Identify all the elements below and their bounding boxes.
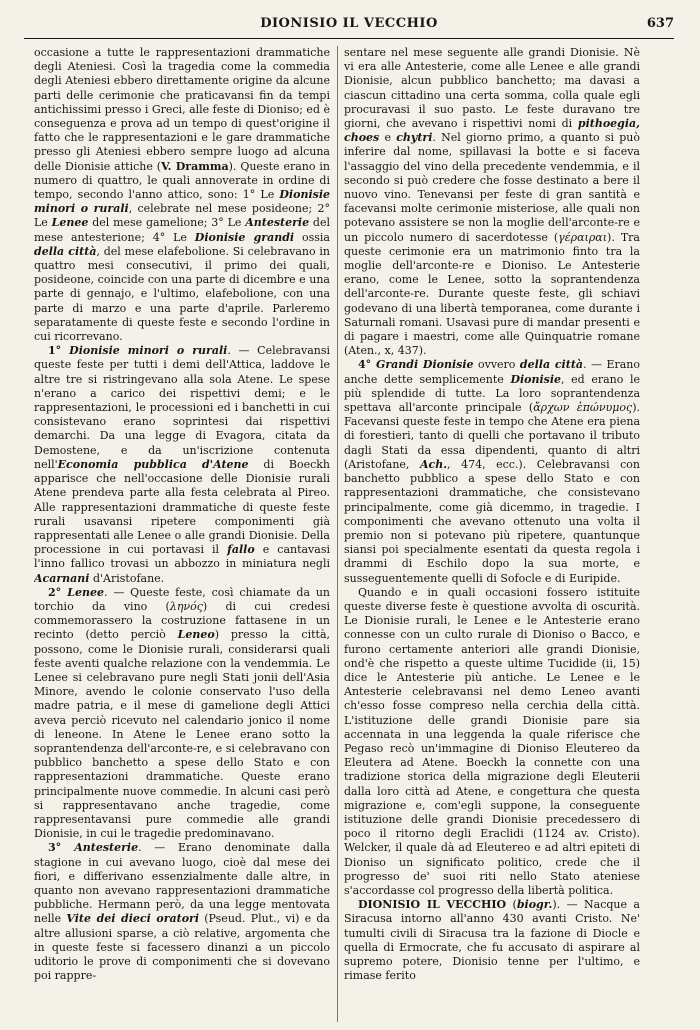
term-dionisie: Dionisie <box>510 372 562 386</box>
greek-term: ληνός <box>169 599 203 613</box>
text-run: ) presso la città, possono, come le Dionisie rurali, considerarsi quali feste aventi qualche relazione con la vendemmia. Le Lenee si celebravano pure negli Stati jonii dell'Asia Minore, avendo le colonie conservato l'uso della madre patria, e il mese di gamelione degli Attici aveva perciò ricevuto nel calendario jonico il nome di leneone. In Atene le Lenee erano sotto la soprantendenza dell'arconte-re, e si celebravano con pubblico banchetto a spese dello Stato e con rappresentazioni drammatiche. Queste erano principalmente nuove commedie. In alcuni casi però si rappresentavano anche tragedie, come rappresentavansi pure commedie alle grandi Dionisie, in cui le tragedie predominavano. <box>34 628 330 841</box>
text-run: ). Tra queste cerimonie era un matrimonio finto tra la moglie dell'arconte-re e Dioniso. Le Antesterie erano, come le Lenee, sotto la soprantendenza dell'arconte-re. Durante queste feste, gli schiavi godevano di una libertà temporanea, come durante i Saturnali romani. Usavasi pure di mandar presenti e di pagare i maestri, come alle Quinquatrie romane (Aten., x, 437). <box>344 230 640 358</box>
text-run: , 474, ecc.). Celebravansi con banchetto pubblico a spese dello Stato e con rappresentazioni drammatiche, che consistevano principalmente, come già dicemmo, in tragedie. I componimenti che avevano ottenuto una volta il premio non si potevano più ripetere, quantunque siansi poi specialmente esentati da questa regola i drammi di Eschilo dopo la sua morte, e susseguentemente quelli di Sofocle e di Euripide. <box>344 457 640 585</box>
text-run: . — Queste feste, così chiamate da un torchio da vino ( <box>34 585 330 613</box>
term-antesterie: Antesterie <box>245 216 310 230</box>
text-run: . — Erano denominate dalla stagione in cui avevano luogo, cioè dal mese dei fiori, e differivano essenzialmente dalle altre, in quanto non avevano rappresentazioni drammatiche pubbliche. Hermann però, da una legge mentovata nelle <box>34 841 330 926</box>
text-run: del mese gamelione; 3° Le <box>88 216 246 230</box>
text-run: del mese antesterione; 4° Le <box>34 216 330 244</box>
term-della-citta: della città <box>519 358 584 372</box>
text-run: . Nel giorno primo, a quanto si può inferire dal nome, spillavasi la botte e si faceva l'assaggio del vino della precedente vendemmia, e il secondo si può credere che fosse destinato a bere il nuovo vino. Tenevansi per feste di gran santità e facevansi molte cerimonie misteriose, alle quali non potevano assistere se non la moglie dell'arconte-re e un piccolo numero di sacerdotesse ( <box>344 131 640 244</box>
citation: Ach. <box>419 457 448 471</box>
text-run: e cantavasi l'inno fallico trovasi un abbozzo in miniatura negli <box>34 543 330 571</box>
text-run: occasione a tutte le rappresentazioni drammatiche degli Ateniesi. Così la tragedia come la commedia degli Ateniesi ebbero direttamente origine da alcune parti delle cerimonie che praticavansi fin da tempi antichissimi presso i Greci, alle feste di Dioniso; ed è conseguenza e prova ad un tempo di quest'origine il fatto che le rappresentazioni e le gare drammatiche presso gli Ateniesi ebbero sempre luogo ad alcuna delle Dionisie attiche ( <box>34 46 330 173</box>
paragraph-origins: Quando e in quali occasioni fossero istituite queste diverse feste è questione avvolta di oscurità. Le Dionisie rurali, le Lenee e le Antesterie erano connesse con un culto rurale di Dioniso o Bacco, e furono certamente anteriori alle grandi Dionisie, ond'è che rispetto a queste ultime Tucidide (ii, 15) dice le Antesterie più antiche. Le Lenee e le Antesterie celebravansi nel demo Leneo avanti ch'esso fosse compreso nella cerchia della città. L'istituzione delle grandi Dionisie pare sia accennata in una leggenda la quale riferisce che Pegaso recò un'immagine di Dioniso Eleutereo da Eleutera ad Atene. Boeckh la connette con una tradizione storica della migrazione degli Eleuterii dalla loro città ad Atene, e congettura che questa migrazione e, com'egli suppone, la conseguente istituzione delle grandi Dionisie precedessero di poco il ritorno degli Eraclidi (1124 av. Cristo). Welcker, il quale dà ad Eleutereo e ad altri epiteti di Dioniso un significato politico, crede che il progresso de' suoi riti nello Stato ateniese s'accordasse col progresso della libertà politica. <box>344 585 640 897</box>
text-run: di Boeckh apparisce che nell'occasione delle Dionisie rurali Atene prendeva parte alla festa celebrata al Pireo. Alle rappresentazioni drammatiche di queste feste rurali usavansi ripetere componimenti già rappresentati alle Lenee o alle grandi Dionisie. Della processione in cui portavasi il <box>34 457 330 557</box>
text-run: sentare nel mese seguente alle grandi Dionisie. Nè vi era alle Antesterie, come alle Lenee e alle grandi Dionisie, alcun pubblico banchetto; ma davasi a ciascun cittadino una certa somma, colla quale egli procuravasi il suo pasto. Le feste duravano tre giorni, che avevano i rispettivi nomi di <box>344 46 640 131</box>
term-pithoegia-choes: pithoegia, choes <box>344 117 640 145</box>
column-divider <box>337 46 338 1022</box>
entry-heading: DIONISIO IL VECCHIO <box>358 898 507 912</box>
section-heading: Dionisie minori o rurali <box>69 344 228 358</box>
term-chytri: chytri <box>396 131 433 145</box>
page-number: 637 <box>646 16 674 31</box>
right-column <box>344 46 640 1022</box>
text-run: ). Facevansi queste feste in tempo che Atene era piena di forestieri, tanto di quelli che portavano il tributo dagli Stati da essa dipendenti, quanto di altri (Aristofane, <box>344 401 640 471</box>
text-run: (Pseud. Plut., vi) e da altre allusioni sparse, a ciò relative, argomenta che in queste feste si facessero dinanzi a un piccolo uditorio le prove di componimenti che si dovevano poi rappre- <box>34 912 330 983</box>
cross-reference: V. Dramma <box>161 159 229 173</box>
left-column <box>34 46 330 1022</box>
page-header <box>24 10 674 39</box>
term-dionisie-rurali: Dionisie minori o rurali <box>34 188 330 216</box>
section-number: 1° <box>48 344 70 358</box>
title-reference: Economia pubblica d'Atene <box>57 457 249 471</box>
section-number: 2° <box>48 585 68 599</box>
text-run: ( <box>506 898 517 912</box>
paragraph-intro <box>34 46 330 344</box>
section-heading: Lenee <box>67 585 105 599</box>
text-run: ovvero <box>473 358 520 372</box>
paragraph-antesterie <box>34 841 330 983</box>
text-run: , celebrate nel mese posideone; 2° Le <box>34 202 330 230</box>
paragraph-grandi-dionisie <box>344 358 640 585</box>
paragraph-antesterie-cont <box>344 46 640 358</box>
text-run: . — Erano anche dette semplicemente <box>344 358 640 386</box>
section-heading: Grandi Dionisie <box>375 358 474 372</box>
section-heading: Antesterie <box>74 841 139 855</box>
text-run: d'Aristofane. <box>89 571 165 585</box>
text-run: ) di cui credesi commemorassero la costruzione fattasene in un recinto (detto perciò <box>34 599 330 642</box>
text-run: , del mese elafebolione. Si celebravano in quattro mesi consecutivi, il primo dei quali, posideone, coincide con una parte di dicembre e una parte di gennajo, e l'ultimo, elafebolione, con una parte di marzo e una parte d'aprile. Parleremo separatamente di queste feste e secondo l'ordine in cui ricorrevano. <box>34 244 330 344</box>
entry-category: biogr. <box>516 898 553 912</box>
term-della-citta: della città <box>34 244 97 258</box>
text-run: ossia <box>294 230 330 244</box>
term-dionisie-grandi: Dionisie grandi <box>194 230 295 244</box>
text-run: e <box>379 131 397 145</box>
text-run: . — Celebravansi queste feste per tutti i demi dell'Attica, laddove le altre tre si ristringevano alla sola Atene. Le spese n'erano a carico dei rispettivi demi; e le rappresentazioni, le processioni ed i banchetti in cui consistevano erano soprintesi dai rispettivi demarchi. Da una legge di Evagora, citata da Demostene, e da un'iscrizione contenuta nell' <box>34 344 330 471</box>
text-run: , ed erano le più splendide di tutte. La loro soprantendenza spettava all'arconte principale ( <box>344 372 640 415</box>
text-run: ). — Nacque a Siracusa intorno all'anno 430 avanti Cristo. Ne' tumulti civili di Siracusa tra la fazione di Diocle e quella di Ermocrate, che fu accusato di aspirare al supremo potere, Dionisio tenne per l'ultimo, e rimase ferito <box>344 898 640 983</box>
term-lenee: Lenee <box>51 216 89 230</box>
entry-dionisio-il-vecchio <box>344 898 640 983</box>
paragraph-dionisie-rurali <box>34 344 330 585</box>
section-number: 4° <box>358 358 376 372</box>
greek-term: γέραιραι <box>558 230 608 244</box>
title-reference: Vite dei dieci oratori <box>66 912 200 926</box>
paragraph-lenee <box>34 586 330 842</box>
term-leneo: Leneo <box>177 628 215 642</box>
term-fallo: fallo <box>227 543 255 557</box>
text-run: ). Queste erano in numero di quattro, le quali annoverate in ordine di tempo, secondo l'anno attico, sono: 1° Le <box>34 159 330 202</box>
greek-term: ἄρχων ἐπώνυμος <box>533 401 633 415</box>
title-reference: Acarnani <box>34 571 90 585</box>
section-number: 3° <box>48 841 75 855</box>
running-head: DIONISIO IL VECCHIO <box>260 16 438 31</box>
